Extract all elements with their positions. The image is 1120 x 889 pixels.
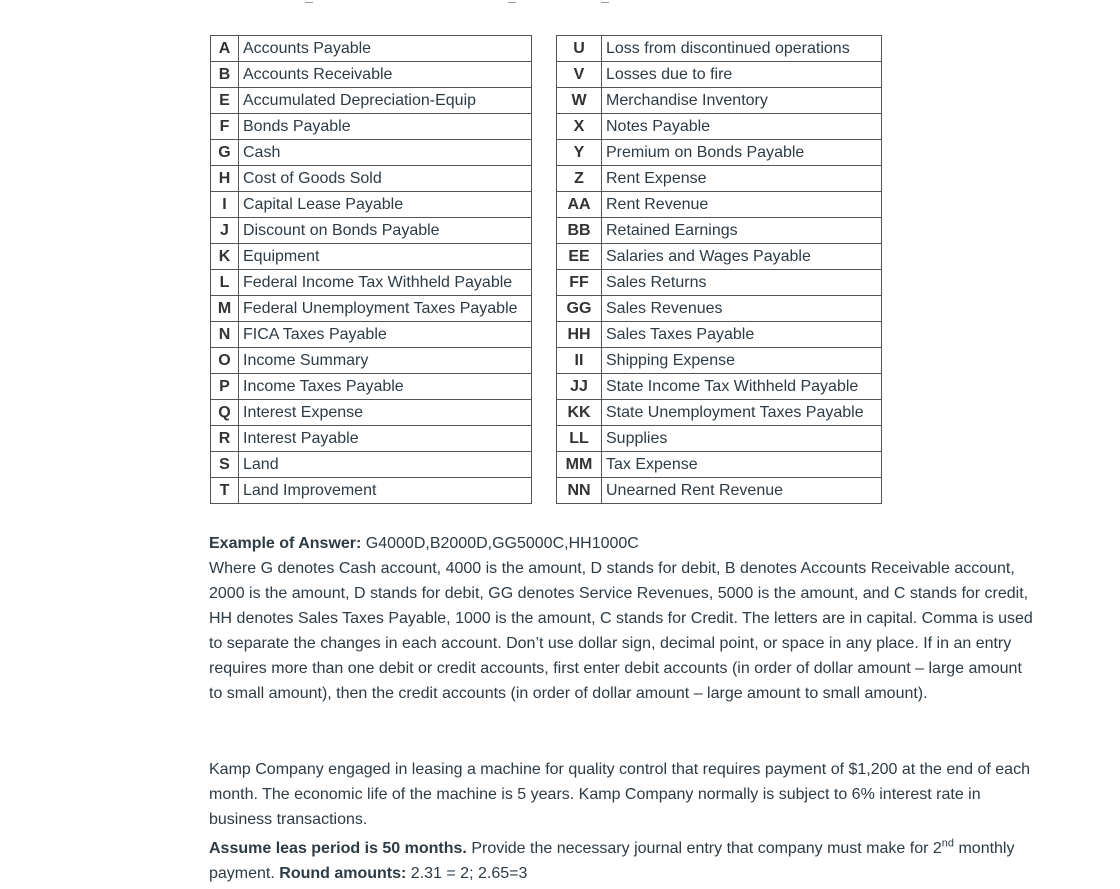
account-row	[211, 478, 532, 504]
account-name: Notes Payable	[602, 114, 882, 140]
account-name: State Unemployment Taxes Payable	[602, 400, 882, 426]
account-name: Accounts Receivable	[239, 62, 532, 88]
account-row	[211, 322, 532, 348]
account-code: F	[211, 114, 239, 140]
account-name: Sales Taxes Payable	[602, 322, 882, 348]
account-name: Land Improvement	[239, 478, 532, 504]
problem-scenario: Kamp Company engaged in leasing a machine for quality control that requires payment of $1,200 at the end of each month. The economic life of the machine is 5 years. Kamp Company normally is subject to 6% interest rate in business transactions.	[209, 761, 1030, 828]
account-code: U	[557, 36, 602, 62]
account-row	[557, 36, 882, 62]
account-code: B	[211, 62, 239, 88]
account-row	[557, 270, 882, 296]
account-row	[211, 244, 532, 270]
account-code: M	[211, 296, 239, 322]
account-row	[211, 218, 532, 244]
account-row	[557, 296, 882, 322]
account-code: Q	[211, 400, 239, 426]
account-code: JJ	[557, 374, 602, 400]
account-row	[557, 88, 882, 114]
ordinal-suffix: nd	[941, 837, 955, 850]
account-code: Z	[557, 166, 602, 192]
account-row	[211, 36, 532, 62]
account-name: Merchandise Inventory	[602, 88, 882, 114]
account-code: MM	[557, 452, 602, 478]
account-name: Supplies	[602, 426, 882, 452]
account-name: Federal Income Tax Withheld Payable	[239, 270, 532, 296]
account-row	[557, 192, 882, 218]
account-name: Unearned Rent Revenue	[602, 478, 882, 504]
round-label: Round amounts:	[279, 865, 407, 882]
account-code: G	[211, 140, 239, 166]
account-table-left	[210, 35, 532, 504]
account-row	[211, 88, 532, 114]
account-name: Retained Earnings	[602, 218, 882, 244]
account-code: LL	[557, 426, 602, 452]
account-row	[557, 400, 882, 426]
account-code: II	[557, 348, 602, 374]
account-name: Rent Revenue	[602, 192, 882, 218]
account-row	[211, 270, 532, 296]
account-name: Interest Expense	[239, 400, 532, 426]
problem-question	[209, 836, 1039, 886]
account-name: Accounts Payable	[239, 36, 532, 62]
account-row	[211, 400, 532, 426]
account-code: N	[211, 322, 239, 348]
assume-text: Assume leas period is 50 months.	[209, 840, 467, 857]
account-name: Land	[239, 452, 532, 478]
account-name: Losses due to fire	[602, 62, 882, 88]
account-name: FICA Taxes Payable	[239, 322, 532, 348]
account-row	[557, 166, 882, 192]
account-row	[211, 166, 532, 192]
cropped-mark	[305, 2, 313, 3]
account-row	[211, 426, 532, 452]
account-row	[211, 296, 532, 322]
account-name: Cash	[239, 140, 532, 166]
account-name: State Income Tax Withheld Payable	[602, 374, 882, 400]
account-code: T	[211, 478, 239, 504]
account-row	[211, 452, 532, 478]
account-code: P	[211, 374, 239, 400]
account-name: Loss from discontinued operations	[602, 36, 882, 62]
account-name: Cost of Goods Sold	[239, 166, 532, 192]
account-row	[211, 62, 532, 88]
account-code: J	[211, 218, 239, 244]
account-name: Discount on Bonds Payable	[239, 218, 532, 244]
account-row	[557, 374, 882, 400]
account-name: Bonds Payable	[239, 114, 532, 140]
example-value: G4000D,B2000D,GG5000C,HH1000C	[361, 535, 639, 552]
account-code: I	[211, 192, 239, 218]
question-text-start: Provide the necessary journal entry that company must make for 2	[466, 840, 942, 857]
account-name: Income Taxes Payable	[239, 374, 532, 400]
account-row	[557, 62, 882, 88]
account-name: Salaries and Wages Payable	[602, 244, 882, 270]
account-name: Interest Payable	[239, 426, 532, 452]
account-code: GG	[557, 296, 602, 322]
example-explanation: Where G denotes Cash account, 4000 is the amount, D stands for debit, B denotes Accounts Receivable account, 2000 is the amount, D stands for debit, GG denotes Service Revenues, 5000 is the amount, and C stands for credit, HH denotes Sales Taxes Payable, 1000 is the amount, C stands for Credit. The letters are in capital. Comma is used to separate the changes in each account. Don’t use dollar sign, decimal point, or space in any place. If in an entry requires more than one debit or credit accounts, first enter debit accounts (in order of dollar amount – large amount to small amount), then the credit accounts (in order of dollar amount – large amount to small amount).	[209, 560, 1033, 702]
account-code: FF	[557, 270, 602, 296]
account-row	[557, 218, 882, 244]
account-code: NN	[557, 478, 602, 504]
account-code: O	[211, 348, 239, 374]
problem-section	[209, 757, 1039, 886]
account-code: H	[211, 166, 239, 192]
account-code: KK	[557, 400, 602, 426]
account-row	[211, 192, 532, 218]
account-row	[211, 374, 532, 400]
account-code: S	[211, 452, 239, 478]
example-line	[209, 531, 1039, 556]
account-name: Capital Lease Payable	[239, 192, 532, 218]
account-code: EE	[557, 244, 602, 270]
account-code: Y	[557, 140, 602, 166]
account-row	[557, 478, 882, 504]
account-name: Shipping Expense	[602, 348, 882, 374]
account-code: L	[211, 270, 239, 296]
account-code: W	[557, 88, 602, 114]
account-name: Federal Unemployment Taxes Payable	[239, 296, 532, 322]
account-row	[557, 426, 882, 452]
account-name: Income Summary	[239, 348, 532, 374]
example-label: Example of Answer:	[209, 535, 362, 552]
cropped-mark	[508, 2, 516, 3]
example-section	[209, 531, 1039, 706]
round-rule: 2.31 = 2; 2.65=3	[406, 865, 528, 882]
account-row	[557, 452, 882, 478]
account-row	[557, 322, 882, 348]
account-code: K	[211, 244, 239, 270]
account-name: Accumulated Depreciation-Equip	[239, 88, 532, 114]
account-code: E	[211, 88, 239, 114]
account-name: Equipment	[239, 244, 532, 270]
account-row	[211, 114, 532, 140]
account-code: AA	[557, 192, 602, 218]
account-row	[557, 244, 882, 270]
account-code: V	[557, 62, 602, 88]
account-row	[557, 114, 882, 140]
account-row	[557, 348, 882, 374]
account-row	[211, 348, 532, 374]
account-code: X	[557, 114, 602, 140]
account-code: A	[211, 36, 239, 62]
account-name: Rent Expense	[602, 166, 882, 192]
account-table-right	[556, 35, 882, 504]
account-name: Premium on Bonds Payable	[602, 140, 882, 166]
account-row	[211, 140, 532, 166]
question-text-end: monthly payment.	[209, 840, 1015, 882]
account-code: HH	[557, 322, 602, 348]
cropped-mark	[601, 2, 609, 3]
account-name: Sales Revenues	[602, 296, 882, 322]
account-code: R	[211, 426, 239, 452]
account-name: Sales Returns	[602, 270, 882, 296]
account-row	[557, 140, 882, 166]
account-code: BB	[557, 218, 602, 244]
account-name: Tax Expense	[602, 452, 882, 478]
